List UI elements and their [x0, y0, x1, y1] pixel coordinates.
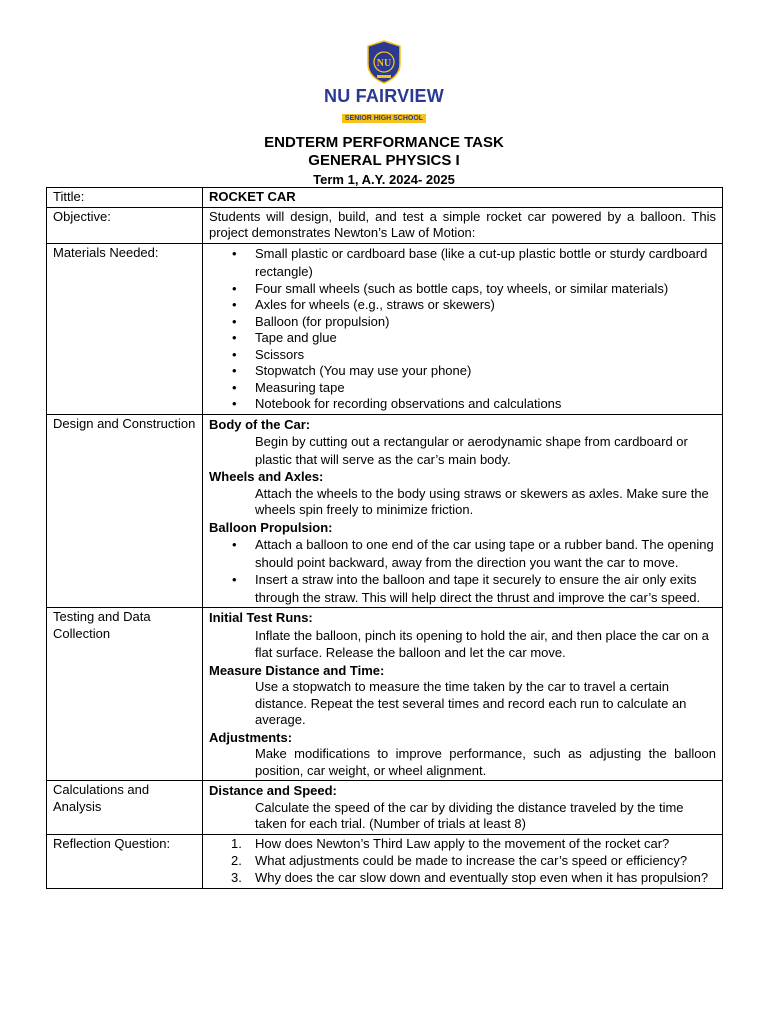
task-title: ENDTERM PERFORMANCE TASK [264, 134, 504, 151]
document-header [0, 133, 768, 189]
item-text: What adjustments could be made to increase the car’s speed or efficiency? [255, 853, 688, 868]
materials-list [209, 245, 716, 413]
crest-letters: NU [376, 58, 392, 69]
list-item: • Small plastic or cardboard base (like a cut-up plastic bottle or sturdy cardboard rectangle) [209, 245, 716, 281]
list-item [209, 870, 716, 887]
design-label: Design and Construction [47, 414, 203, 608]
balloon-list [209, 536, 716, 606]
list-item [209, 852, 716, 870]
materials-row [47, 243, 723, 414]
title-row [47, 188, 723, 208]
brand-subtitle: SENIOR HIGH SCHOOL [342, 114, 426, 123]
objective-row [47, 207, 723, 243]
testing-label: Testing and Data Collection [47, 608, 203, 781]
item-number: 2. [231, 853, 242, 868]
list-item: • Four small wheels (such as bottle caps, toy wheels, or similar materials) [209, 281, 716, 298]
measure-heading: Measure Distance and Time: [209, 662, 385, 678]
list-item [209, 836, 716, 853]
balloon-heading: Balloon Propulsion: [209, 519, 333, 535]
title-label: Tittle: [47, 188, 203, 208]
list-item: • Tape and glue [209, 330, 716, 347]
calc-text: Calculate the speed of the car by dividing the distance traveled by the time taken for each trial. (Number of trials at least 8) [255, 799, 684, 831]
testing-row [47, 608, 723, 781]
objective-value: Students will design, build, and test a simple rocket car powered by a balloon. This project demonstrates Newton’s Law of Motion: [203, 207, 723, 243]
adjust-heading: Adjustments: [209, 729, 293, 745]
item-text: How does Newton’s Third Law apply to the movement of the rocket car? [255, 835, 670, 851]
list-item: • Stopwatch (You may use your phone) [209, 363, 716, 380]
reflection-list [209, 836, 716, 887]
body-text: Begin by cutting out a rectangular or aerodynamic shape from cardboard or plastic that will serve as the car’s main body. [255, 434, 688, 467]
design-cell [203, 414, 723, 608]
objective-label: Objective: [47, 207, 203, 243]
initial-text: Inflate the balloon, pinch its opening to hold the air, and then place the car on a flat surface. Release the balloon and let the car move. [255, 627, 709, 660]
materials-label: Materials Needed: [47, 243, 203, 414]
list-item: • Balloon (for propulsion) [209, 314, 716, 331]
adjust-text: Make modifications to improve performance, such as adjusting the balloon position, car weight, or wheel alignment. [255, 746, 716, 778]
wheels-text: Attach the wheels to the body using straws or skewers as axles. Make sure the wheels spin freely to minimize friction. [255, 485, 709, 517]
school-logo [0, 40, 768, 125]
term-label: Term 1, A.Y. 2024- 2025 [313, 172, 455, 187]
reflection-cell [203, 834, 723, 888]
body-heading: Body of the Car: [209, 416, 311, 432]
testing-cell [203, 608, 723, 781]
list-item: • Notebook for recording observations and calculations [209, 396, 716, 413]
nu-crest-icon [366, 40, 402, 84]
materials-cell [203, 243, 723, 414]
reflection-row [47, 834, 723, 888]
wheels-heading: Wheels and Axles: [209, 469, 324, 484]
task-table [46, 187, 723, 889]
list-item: • Scissors [209, 347, 716, 364]
measure-text: Use a stopwatch to measure the time taken by the car to travel a certain distance. Repeat the test several times and record each run to calculate an average. [255, 679, 687, 727]
list-item: • Measuring tape [209, 380, 716, 397]
item-number: 3. [231, 870, 242, 885]
brand-name: NU FAIRVIEW [324, 86, 444, 106]
list-item: • Insert a straw into the balloon and tape it securely to ensure the air only exits through the straw. This will help direct the thrust and improve the car’s speed. [209, 571, 716, 606]
calculations-label: Calculations and Analysis [47, 781, 203, 835]
course-title: GENERAL PHYSICS I [308, 152, 460, 169]
item-text: Why does the car slow down and eventually stop even when it has propulsion? [255, 870, 709, 885]
calculations-cell [203, 781, 723, 835]
list-item: • Axles for wheels (e.g., straws or skewers) [209, 297, 716, 314]
item-number: 1. [231, 835, 242, 851]
calc-heading: Distance and Speed: [209, 783, 337, 798]
list-item: • Attach a balloon to one end of the car using tape or a rubber band. The opening should point backward, away from the direction you want the car to move. [209, 536, 716, 571]
calculations-row [47, 781, 723, 835]
design-row [47, 414, 723, 608]
initial-heading: Initial Test Runs: [209, 610, 313, 625]
reflection-label: Reflection Question: [47, 834, 203, 888]
title-value: ROCKET CAR [203, 188, 723, 208]
